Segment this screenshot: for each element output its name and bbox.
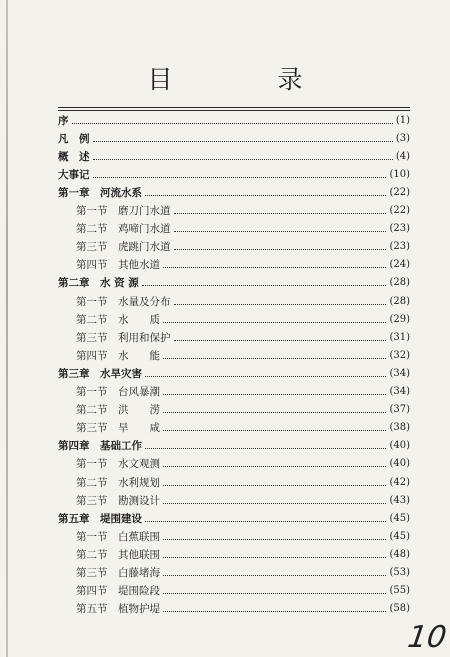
toc-entry-label: 第三节 虎跳门水道	[76, 241, 171, 254]
dot-leader	[163, 466, 386, 467]
dot-leader	[174, 249, 387, 250]
toc-section-entry	[58, 220, 410, 238]
toc-chapter-entry	[58, 437, 410, 455]
toc-entry-page: (32)	[389, 349, 410, 361]
toc-entry-label: 第二节 鸡啼门水道	[76, 223, 171, 236]
toc-chapter-entry	[58, 364, 410, 382]
toc-section-entry	[58, 419, 410, 437]
dot-leader	[174, 231, 387, 232]
toc-entry-page: (24)	[389, 259, 410, 271]
title-rule-top	[58, 107, 410, 108]
toc-entry-label: 第一节 白蕉联围	[76, 530, 160, 543]
toc-entry-label: 第四节 堤围险段	[76, 585, 160, 598]
toc-chapter-entry	[58, 274, 410, 292]
toc-section-entry	[58, 401, 410, 419]
toc-entry-label: 第三节 旱 咸	[76, 422, 160, 435]
toc-entry-page: (45)	[389, 512, 410, 524]
dot-leader	[163, 430, 386, 431]
toc-entry-label: 第二章 水 资 源	[58, 277, 139, 290]
dot-leader	[93, 177, 387, 178]
toc-section-entry	[58, 292, 410, 310]
toc-entry-page: (45)	[389, 530, 410, 542]
toc-entry-page: (40)	[389, 440, 410, 452]
dot-leader	[93, 141, 393, 142]
toc-chapter-entry	[58, 111, 410, 129]
dot-leader	[93, 159, 393, 160]
toc-section-entry	[58, 383, 410, 401]
dot-leader	[163, 412, 386, 413]
toc-entry-label: 第二节 水利规划	[76, 476, 160, 489]
toc-entry-page: (1)	[395, 114, 410, 126]
toc-entry-page: (28)	[389, 277, 410, 289]
toc-section-entry	[58, 582, 410, 600]
toc-entry-label: 第一节 水文观测	[76, 458, 160, 471]
toc-entry-page: (23)	[389, 223, 410, 235]
toc-section-entry	[58, 527, 410, 545]
toc-section-entry	[58, 346, 410, 364]
toc-entry-label: 第一节 台风暴潮	[76, 386, 160, 398]
dot-leader	[163, 485, 386, 486]
toc-entry-label: 第三节 利用和保护	[76, 331, 171, 344]
toc-chapter-entry	[58, 183, 410, 201]
dot-leader	[163, 557, 386, 558]
dot-leader	[163, 611, 386, 612]
toc-entry-page: (53)	[389, 567, 410, 578]
toc-entry-page: (3)	[395, 132, 410, 144]
page-title: 目 录	[147, 65, 343, 94]
toc-entry-page: (34)	[389, 367, 410, 379]
toc-entry-page: (22)	[389, 186, 410, 198]
dot-leader	[163, 358, 386, 359]
toc-entry-label: 第一节 水量及分布	[76, 295, 171, 308]
toc-entry-label: 第四节 其他水道	[76, 259, 160, 272]
dot-leader	[145, 448, 386, 449]
toc-entry-label: 大事记	[58, 168, 90, 181]
toc-entry-page: (38)	[389, 422, 410, 434]
dot-leader	[163, 575, 386, 576]
dot-leader	[145, 521, 386, 522]
toc-section-entry	[58, 545, 410, 563]
toc-entry-label: 第一章 河流水系	[58, 186, 142, 199]
dot-leader	[163, 593, 386, 594]
dot-leader	[163, 503, 386, 504]
toc-entry-page: (37)	[389, 404, 410, 416]
toc-chapter-entry	[58, 165, 410, 183]
toc-section-entry	[58, 310, 410, 328]
page-binding-edge	[6, 0, 8, 657]
toc-entry-page: (31)	[389, 331, 410, 343]
dot-leader	[174, 213, 387, 214]
toc-chapter-entry	[58, 147, 410, 165]
toc-entry-label: 第五节 植物护堤	[76, 603, 160, 616]
toc-entry-label: 第三节 勘测设计	[76, 494, 160, 507]
toc-entry-page: (4)	[395, 150, 410, 162]
toc-entry-page: (55)	[389, 585, 410, 597]
toc-section-entry	[58, 564, 410, 582]
handwritten-page-number: 10	[405, 620, 449, 655]
toc-section-entry	[58, 473, 410, 491]
dot-leader	[174, 304, 387, 305]
toc-entry-page: (29)	[389, 313, 410, 325]
toc-chapter-entry	[58, 129, 410, 147]
toc-section-entry	[58, 256, 410, 274]
toc-entry-label: 第二节 水 质	[76, 313, 160, 326]
toc-section-entry	[58, 328, 410, 346]
dot-leader	[72, 123, 393, 124]
toc-entry-page: (34)	[389, 386, 410, 397]
toc-entry-page: (23)	[389, 241, 410, 253]
dot-leader	[163, 394, 386, 395]
dot-leader	[163, 267, 386, 268]
toc-entry-label: 序	[58, 114, 69, 127]
toc-entry-page: (22)	[389, 205, 410, 216]
toc-entry-page: (42)	[389, 476, 410, 488]
toc-section-entry	[58, 455, 410, 473]
toc-entry-label: 第三章 水旱灾害	[58, 367, 142, 380]
toc-section-entry	[58, 491, 410, 509]
dot-leader	[145, 376, 386, 377]
toc-entry-label: 凡 例	[58, 132, 90, 145]
toc-entry-page: (58)	[389, 603, 410, 615]
toc-entry-page: (48)	[389, 548, 410, 560]
toc-entry-label: 第三节 白藤堵海	[76, 567, 160, 579]
toc-entry-label: 第五章 堤围建设	[58, 512, 142, 525]
toc-entry-label: 第二节 其他联围	[76, 548, 160, 561]
dot-leader	[163, 539, 386, 540]
dot-leader	[163, 322, 386, 323]
toc-entry-label: 第一节 磨刀门水道	[76, 205, 171, 217]
toc-entry-label: 第四节 水 能	[76, 349, 160, 362]
toc-entry-label: 概 述	[58, 150, 90, 163]
toc-chapter-entry	[58, 509, 410, 527]
toc-section-entry	[58, 202, 410, 220]
dot-leader	[145, 195, 386, 196]
toc-entry-page: (10)	[389, 168, 410, 180]
toc-entry-label: 第四章 基础工作	[58, 440, 142, 453]
toc-section-entry	[58, 600, 410, 618]
toc-entry-label: 第二节 洪 涝	[76, 404, 160, 417]
toc-section-entry	[58, 238, 410, 256]
toc-entry-page: (43)	[389, 494, 410, 506]
toc-entry-page: (28)	[389, 295, 410, 307]
dot-leader	[174, 340, 387, 341]
toc-entry-page: (40)	[389, 458, 410, 470]
dot-leader	[142, 285, 387, 286]
